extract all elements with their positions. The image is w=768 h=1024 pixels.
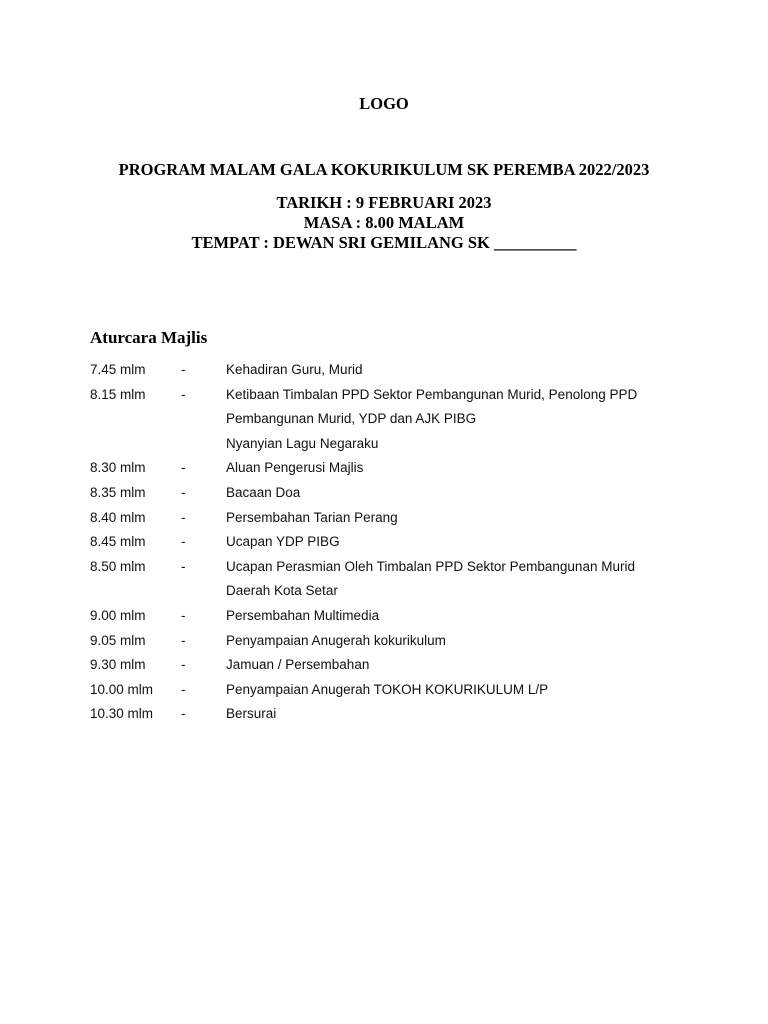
agenda-row <box>90 481 730 506</box>
event-time: MASA : 8.00 MALAM <box>303 213 465 232</box>
agenda-description <box>226 456 730 481</box>
agenda-time: 10.30 mlm <box>90 706 154 722</box>
agenda-description <box>226 506 730 531</box>
agenda-separator: - <box>181 509 186 525</box>
agenda-description <box>226 530 730 555</box>
agenda-description <box>226 678 730 703</box>
agenda-row <box>90 653 730 678</box>
agenda-row <box>90 358 730 383</box>
agenda-description-line: Kehadiran Guru, Murid <box>226 362 363 377</box>
agenda-row <box>90 383 730 457</box>
agenda-separator: - <box>181 362 186 377</box>
agenda-separator: - <box>181 657 186 673</box>
agenda-description-line: Ucapan YDP PIBG <box>226 534 340 550</box>
agenda-time: 9.00 mlm <box>90 607 146 623</box>
agenda-row <box>90 678 730 703</box>
agenda-row <box>90 629 730 654</box>
agenda-list <box>90 358 730 727</box>
agenda-description <box>226 653 730 678</box>
agenda-row <box>90 506 730 531</box>
agenda-time: 8.50 mlm <box>90 558 146 574</box>
agenda-separator: - <box>181 681 186 697</box>
agenda-row <box>90 530 730 555</box>
agenda-row <box>90 702 730 727</box>
agenda-description-line: Bacaan Doa <box>226 484 301 500</box>
agenda-separator: - <box>181 460 186 476</box>
agenda-description-line: Penyampaian Anugerah TOKOH KOKURIKULUM L/P <box>226 681 549 697</box>
agenda-time: 8.30 mlm <box>90 460 146 476</box>
agenda-description <box>226 555 730 604</box>
agenda-time: 10.00 mlm <box>90 681 154 697</box>
agenda-description-line: Daerah Kota Setar <box>226 583 338 599</box>
agenda-separator: - <box>181 558 186 574</box>
agenda-separator: - <box>181 706 186 722</box>
agenda-time: 8.35 mlm <box>90 484 146 500</box>
event-venue: TEMPAT : DEWAN SRI GEMILANG SK __________ <box>191 233 577 252</box>
agenda-separator: - <box>181 632 186 648</box>
agenda-description <box>226 702 730 727</box>
agenda-description-line: Bersurai <box>226 706 277 722</box>
agenda-time: 8.45 mlm <box>90 534 146 550</box>
program-title: PROGRAM MALAM GALA KOKURIKULUM SK PEREMBA 2022/2023 <box>118 160 650 179</box>
agenda-description-line: Aluan Pengerusi Majlis <box>226 460 364 476</box>
agenda-description <box>226 358 730 383</box>
agenda-separator: - <box>181 386 186 402</box>
agenda-time: 9.05 mlm <box>90 632 146 648</box>
agenda-description-line: Persembahan Multimedia <box>226 607 380 623</box>
agenda-row <box>90 555 730 604</box>
agenda-description <box>226 383 730 457</box>
agenda-description-line: Jamuan / Persembahan <box>226 657 370 673</box>
agenda-description <box>226 629 730 654</box>
agenda-row <box>90 604 730 629</box>
event-date: TARIKH : 9 FEBRUARI 2023 <box>276 193 492 212</box>
logo-placeholder: LOGO <box>359 94 409 113</box>
agenda-description-line: Nyanyian Lagu Negaraku <box>226 435 379 451</box>
agenda-title: Aturcara Majlis <box>90 328 208 347</box>
agenda-description-line: Ucapan Perasmian Oleh Timbalan PPD Sektor Pembangunan Murid <box>226 558 635 574</box>
agenda-separator: - <box>181 534 186 550</box>
agenda-time: 9.30 mlm <box>90 657 146 673</box>
agenda-description-line: Pembangunan Murid, YDP dan AJK PIBG <box>226 411 477 427</box>
agenda-time: 8.15 mlm <box>90 386 146 402</box>
agenda-description-line: Persembahan Tarian Perang <box>226 509 398 525</box>
agenda-time: 8.40 mlm <box>90 509 146 525</box>
agenda-row <box>90 456 730 481</box>
agenda-separator: - <box>181 607 186 623</box>
agenda-description-line: Penyampaian Anugerah kokurikulum <box>226 632 446 648</box>
agenda-separator: - <box>181 484 186 500</box>
agenda-description-line: Ketibaan Timbalan PPD Sektor Pembangunan Murid, Penolong PPD <box>226 386 638 402</box>
agenda-description <box>226 604 730 629</box>
agenda-description <box>226 481 730 506</box>
agenda-time: 7.45 mlm <box>90 362 146 377</box>
